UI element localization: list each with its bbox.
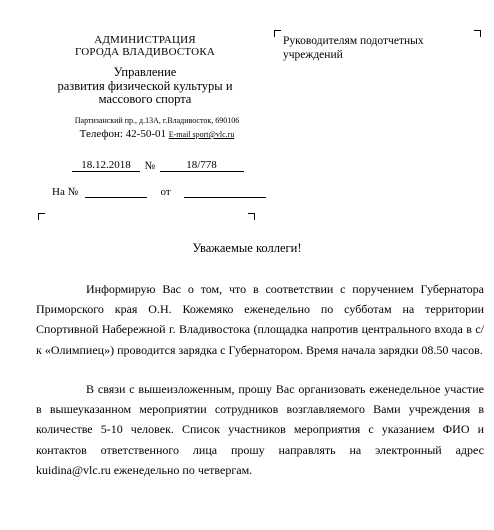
address: Партизанский пр., д.13А, г.Владивосток, 690106 bbox=[74, 116, 240, 125]
reference-number bbox=[85, 185, 147, 198]
dept-line-2: развития физической культуры и bbox=[57, 78, 233, 93]
paragraph-1 bbox=[36, 279, 484, 360]
addressee: Руководителям подотчетных учреждений bbox=[283, 35, 424, 61]
paragraph-2-text: В связи с вышеизложенным, прошу Вас организовать еженедельное участие в вышеуказанном мероприятии сотрудников возглавляемого Вами учреждения в количестве 5-10 человек. Список участников мероприятия с указанием ФИО и контактов ответственного лица прошу направлять на электронный адрес kuidina@vlc.ru еженедельно по четвергам. bbox=[36, 382, 484, 477]
organization-title bbox=[40, 34, 250, 58]
dept-line-3: массового спорта bbox=[98, 92, 192, 106]
paragraph-2 bbox=[36, 379, 484, 480]
reference-from-label: от bbox=[160, 186, 171, 198]
phone: Телефон: 42-50-01 bbox=[79, 128, 166, 140]
dept-line-1: Управление bbox=[113, 65, 177, 79]
addressee-corner-left bbox=[274, 30, 281, 37]
registration-number-label: № bbox=[144, 160, 155, 172]
email-link[interactable]: E-mail sport@vlc.ru bbox=[168, 130, 235, 139]
department-title bbox=[40, 66, 250, 107]
reference-line bbox=[52, 185, 266, 198]
subject-corner-left bbox=[38, 213, 45, 220]
org-line-1: АДМИНИСТРАЦИЯ bbox=[94, 34, 196, 46]
reference-date bbox=[184, 185, 266, 198]
paragraph-1-text: Информирую Вас о том, что в соответствии с поручением Губернатора Приморского края О.Н. Кожемяко еженедельно по субботам на территории Спортивной Набережной г. Владивостока (площадка напротив центрального входа в с/к «Олимпиец») проводится зарядка с Губернатором. Время начала зарядки 08.50 часов. bbox=[36, 282, 484, 357]
registration-number: 18/778 bbox=[160, 159, 244, 172]
reference-number-label: На № bbox=[52, 186, 79, 198]
contact-line bbox=[52, 128, 262, 141]
registration-date: 18.12.2018 bbox=[72, 159, 140, 172]
org-line-2: ГОРОДА ВЛАДИВОСТОКА bbox=[75, 46, 215, 58]
registration-line bbox=[72, 159, 244, 172]
subject-corner-right bbox=[248, 213, 255, 220]
greeting: Уважаемые коллеги! bbox=[192, 241, 302, 255]
